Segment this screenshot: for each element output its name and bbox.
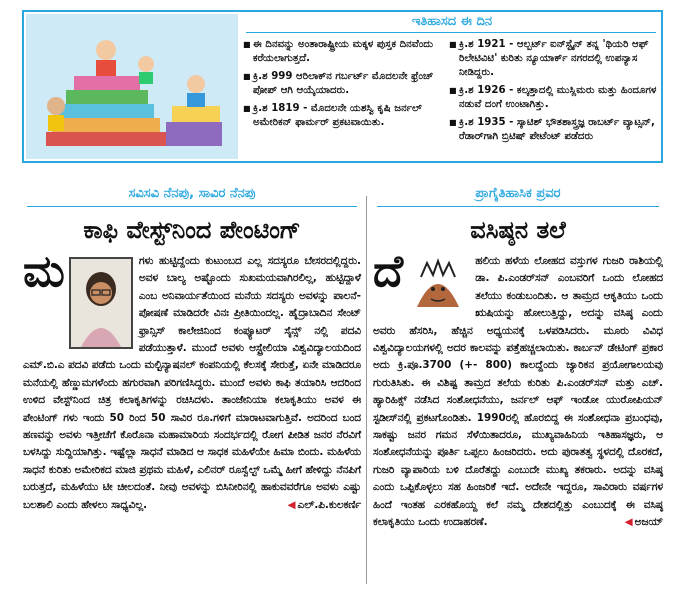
article-body — [373, 246, 663, 532]
on-this-day-list-left — [243, 38, 443, 134]
kicker-divider — [377, 206, 659, 207]
article-body — [23, 246, 361, 514]
article-text: ಹಲಿಯ ಹಳೆಯ ಲೋಹದ ವಸ್ತುಗಳ ಗುಜರಿ ರಾಶಿಯಲ್ಲಿ ಡಾ. ಪಿ.ಎಂಡರ್‌ಸನ್ ಎಂಬವರಿಗೆ ಒಂದು ಲೋಹದ ತಲೆಯು ಕಂಡುಬಂದಿತು. ಆ ತಾಮ್ರದ ಆಕೃತಿಯು ಒಂದು ಋಷಿಯನ್ನು ಹೋಲುತ್ತಿದ್ದು, ಅದನ್ನು ವಸಿಷ್ಠ ಎಂದು ಅವರು ಹೆಸರಿಸಿ, ಹೆಚ್ಚಿನ ಅಧ್ಯಯನಕ್ಕೆ ಒಳಪಡಿಸಿದರು. ಮೂರು ವಿವಿಧ ವಿಶ್ವವಿದ್ಯಾಲಯಗಳಲ್ಲಿ ಅದರ ಕಾಲವನ್ನು ಪತ್ತೆಹಚ್ಚಲಾಯಿತು. ಕಾರ್ಬನ್ ಡೇಟಿಂಗ್ ಪ್ರಕಾರ ಅದು ಕ್ರಿ.ಪೂ.3700 (+- 800) ಕಾಲದ್ದೆಂದು ಜ್ಯಾರಿಕನ ಪ್ರಯೋಗಾಲಯವು ಗುರುತಿಸಿತು. ಈ ವಿಶಿಷ್ಟ ತಾಮ್ರದ ತಲೆಯ ಕುರಿತು ಪಿ.ಎಂಡರ್‌ಸನ್ ಮತ್ತು ಎಚ್. ಹ್ಯಾರಿಹಿಕ್ಸ್ ನಡೆಸಿದ ಸಂಶೋಧನೆಯು, ಜರ್ನಲ್ ಆಫ್ ಇಂಡೋ ಯುರೋಪಿಯನ್ ಸ್ಟಡೀಸ್‌ನಲ್ಲಿ ಪ್ರಕಟಗೊಂಡಿತು. 1990ರಲ್ಲಿ ಹೊರಬಿದ್ದ ಈ ಸಂಶೋಧನಾ ಪ್ರಬಂಧವು, ಸಾಕಷ್ಟು ಜನರ ಗಮನ ಸೆಳೆಯಿತಾದರೂ, ಮುಖ್ಯವಾಹಿನಿಯ ಇತಿಹಾಸಜ್ಞರು, ಆ ಸಂಶೋಧನೆಯನ್ನು ಪೂರ್ತಿ ಒಪ್ಪಲು ಹಿಂಜರಿದರು. ಅದು ಪುರಾತತ್ವ ಸ್ಥಳದಲ್ಲಿ ದೊರಕದೆ, ಗುಜರಿ ವ್ಯಾಪಾರಿಯ ಬಳಿ ದೊರೆತದ್ದು ಎಂಬುದೇ ಮುಖ್ಯ ತಕರಾರು. ಅದನ್ನು ವಸಿಷ್ಠ ಎಂದು ಒಪ್ಪಿಕೊಳ್ಳಲು ಸಹ ಹಿಂಜರಿಕೆ ಇದೆ. ಅದೇನೇ ಇದ್ದರೂ, ಸಾವಿರಾರು ವರ್ಷಗಳ ಹಿಂದೆ ಇಂತಹ ಎರಕಹೊಯ್ದ ಕಲೆ ನಮ್ಮ ದೇಶದಲ್ಲಿತ್ತು ಎಂಬುದಕ್ಕೆ ಈ ವಸಿಷ್ಠ ಕಲಾಕೃತಿಯು ಒಂದು ಉದಾಹರಣೆ. — [373, 255, 663, 529]
article-headline: ಕಾಫಿ ವೇಸ್ಟ್‌ನಿಂದ ಪೇಂಟಿಂಗ್ — [83, 216, 301, 244]
on-this-day-box — [22, 10, 663, 163]
list-item: ■ ಕ್ರಿ.ಶ 999 ಆರಿಲಾಕ್‌ನ ಗರ್ಬರ್ಟ್ ಮೊದಲನೇ ಫ್ರೆಂಚ್ ಪೋಪ್ ಆಗಿ ಆಯ್ಕೆಯಾದರು. — [243, 70, 443, 98]
copper-head-illustration — [407, 257, 469, 313]
list-item: ■ ಕ್ರಿ.ಶ 1926 - ಕಲ್ಕತ್ತಾದಲ್ಲಿ ಮುಸ್ಲಿಮರು ಮತ್ತು ಹಿಂದೂಗಳ ನಡುವೆ ದಂಗೆ ಉಂಟಾಗಿತ್ತು. — [449, 84, 659, 112]
list-item: ■ ಕ್ರಿ.ಶ 1819 - ಮೊದಲನೇ ಯಶಸ್ವಿ ಕೃಷಿ ಜರ್ನಲ್ ಅಮೇರಿಕನ್ ಫಾರ್ಮರ್ ಪ್ರಕಟವಾಯಿತು. — [243, 102, 443, 130]
list-item: ■ ಕ್ರಿ.ಶ 1935 - ಸ್ಕಾಟಿಶ್ ಭೌತಶಾಸ್ತ್ರಜ್ಞ ರಾಬರ್ಟ್ ವ್ಯಾಟ್ಸನ್, ರೆಡಾರ್‌ಗಾಗಿ ಬ್ರಿಟಿಷ್ ಪೇಟೆಂಟ್ ಪಡೆದರು — [449, 116, 659, 144]
article-byline — [625, 514, 663, 531]
article-byline — [288, 497, 361, 514]
drop-cap: ದೆ — [373, 246, 404, 297]
byline-marker-icon: ◀ — [624, 516, 633, 529]
list-item: ■ ಈ ದಿನವನ್ನು ಅಂತಾರಾಷ್ಟ್ರೀಯ ಮಕ್ಕಳ ಪುಸ್ತಕ ದಿನವೆಂದು ಕರೆಯಲಾಗುತ್ತದೆ. — [243, 38, 443, 66]
right-article — [373, 184, 663, 532]
byline-marker-icon: ◀ — [287, 498, 296, 511]
column-divider — [366, 196, 367, 584]
left-article — [23, 184, 361, 514]
drop-cap: ಮ — [23, 246, 65, 297]
article-kicker: ಪ್ರಾಗೈತಿಹಾಸಿಕ ಪ್ರವರ — [475, 186, 561, 201]
byline-text: ಎಲ್.ಪಿ.ಕುಲಕರ್ಣಿ — [297, 498, 361, 511]
on-this-day-title: ಇತಿಹಾಸದ ಈ ದಿನ — [411, 14, 493, 29]
article-headline: ವಸಿಷ್ಠನ ತಲೆ — [470, 216, 566, 244]
children-books-illustration — [26, 14, 238, 159]
author-photo — [69, 257, 133, 349]
on-this-day-list-right — [449, 38, 659, 148]
list-item: ■ ಕ್ರಿ.ಶ 1921 - ಆಲ್ಬರ್ಟ್ ಐನ್‌ಸ್ಟೈನ್ ತನ್ನ 'ಥಿಯರಿ ಆಫ್ ರಿಲೇಟಿವಿಟಿ' ಕುರಿತು ನ್ಯೂಯಾರ್ಕ್ ನಗರದಲ್ಲಿ ಉಪನ್ಯಾಸ ನೀಡಿದ್ದರು. — [449, 38, 659, 80]
byline-text: ಅಜಯ್ — [634, 516, 663, 529]
kicker-divider — [27, 206, 357, 207]
article-kicker: ಸವಿಸವಿ ನೆನಪು, ಸಾವಿರ ನೆನಪು — [128, 186, 256, 201]
article-text: ಗಳು ಹುಟ್ಟಿದ್ದೆಂದು ಕುಟುಂಬದ ಎಲ್ಲ ಸದಸ್ಯರೂ ಬೇಸರದಲ್ಲಿದ್ದರು. ಅವಳ ಬಾಲ್ಯ ಅಷ್ಟೊಂದು ಸುಖಮಯವಾಗಿರಲಿಲ್ಲ, ಹುಟ್ಟಿದ್ದಾಳೆ ಎಂಬ ಅನಿವಾರ್ಯತೆಯಿಂದ ಮನೆಯ ಸದಸ್ಯರು ಅವಳನ್ನು ಪಾಲನೆ-ಪೋಷಣೆ ಮಾಡಿದರೇ ವಿನಃ ಪ್ರೀತಿಯಿಂದಲ್ಲ. ಹೈದ್ರಾಬಾದಿನ ಸೇಂಟ್ ಫ್ರಾನ್ಸಿಸ್ ಕಾಲೇಜಿನಿಂದ ಕಂಪ್ಯೂಟರ್ ಸೈನ್ಸ್ ನಲ್ಲಿ ಪದವಿ ಪಡೆಯುತ್ತಾಳೆ. ಮುಂದೆ ಅವಳು ಆಸ್ಟ್ರೇಲಿಯಾ ವಿಶ್ವವಿದ್ಯಾಲಯದಿಂದ ಎಮ್.ಬಿ.ಎ ಪದವಿ ಪಡೆದು ಒಂದು ಮಲ್ಟಿನ್ಯಾಷನಲ್ ಕಂಪನಿಯಲ್ಲಿ ಕೆಲಸಕ್ಕೆ ಸೇರುತ್ತೆ, ಏನೇ ಮಾಡಿದರೂ ಮನೆಯಲ್ಲಿ ಹೆಣ್ಣುಮಗಳೆಂದು ಹಗುರವಾಗಿ ಪರಿಗಣಿಸಿದ್ದರು. ಮುಂದೆ ಅವಳು ಕಾಫಿ ತಯಾರಿಸಿ ಆದರಿಂದ ಉಳಿದ ವೇಸ್ಟ್‌ನಿಂದ ಚಿತ್ರ ಕಲಾಕೃತಿಗಳನ್ನು ರಚಿಸಿದಳು. ತಾಂಜೇನಿಯಾ ಕಲಾಕೃತಿಯು ಅವಳ ಈ ಪೇಂಟಿಂಗ್ ಗಳು ಇಂದು 50 ರಿಂದ 50 ಸಾವಿರ ರೂ.ಗಳಿಗೆ ಮಾರಾಟವಾಗುತ್ತಿವೆ. ಅದರಿಂದ ಬಂದ ಹಣವನ್ನು ಅವಳು ಇತ್ತೀಚೆಗೆ ಕೊರೊನಾ ಮಹಾಮಾರಿಯ ಸಂದರ್ಭದಲ್ಲಿ ರೋಗ ಪೀಡಿತ ಜನರ ನೆರವಿಗೆ ಬಳಸಿದ್ದು ಸುದ್ದಿಯಾಗಿತ್ತು. ಇಷ್ಟೆಲ್ಲಾ ಸಾಧನೆ ಮಾಡಿದ ಆ ಸಾಧಕ ಮಹಿಳೆಯೇ ಹಿಮಾ ಬಿಂದು. ಮಹಿಳೆಯ ಸಾಧನೆ ಕುರಿತು ಅಮೇರಿಕದ ಮಾಜಿ ಪ್ರಥಮ ಮಹಿಳೆ, ಎಲಿನರ್ ರೂಸ್ವೆಲ್ಟ್ ಒಮ್ಮೆ ಹೀಗೆ ಹೇಳಿದ್ದು ನೆನಪಿಗೆ ಬರುತ್ತದೆ, ಮಹಿಳೆಯು ಟೀ ಚೀಲದಂತೆ. ನೀವು ಅವಳನ್ನು ಬಿಸಿನೀರಿನಲ್ಲಿ ಹಾಕುವವರೆಗೂ ಅವಳು ಎಷ್ಟು ಬಲಶಾಲಿ ಎಂದು ಹೇಳಲು ಸಾಧ್ಯವಿಲ್ಲ. — [23, 255, 361, 511]
title-divider — [246, 32, 656, 33]
